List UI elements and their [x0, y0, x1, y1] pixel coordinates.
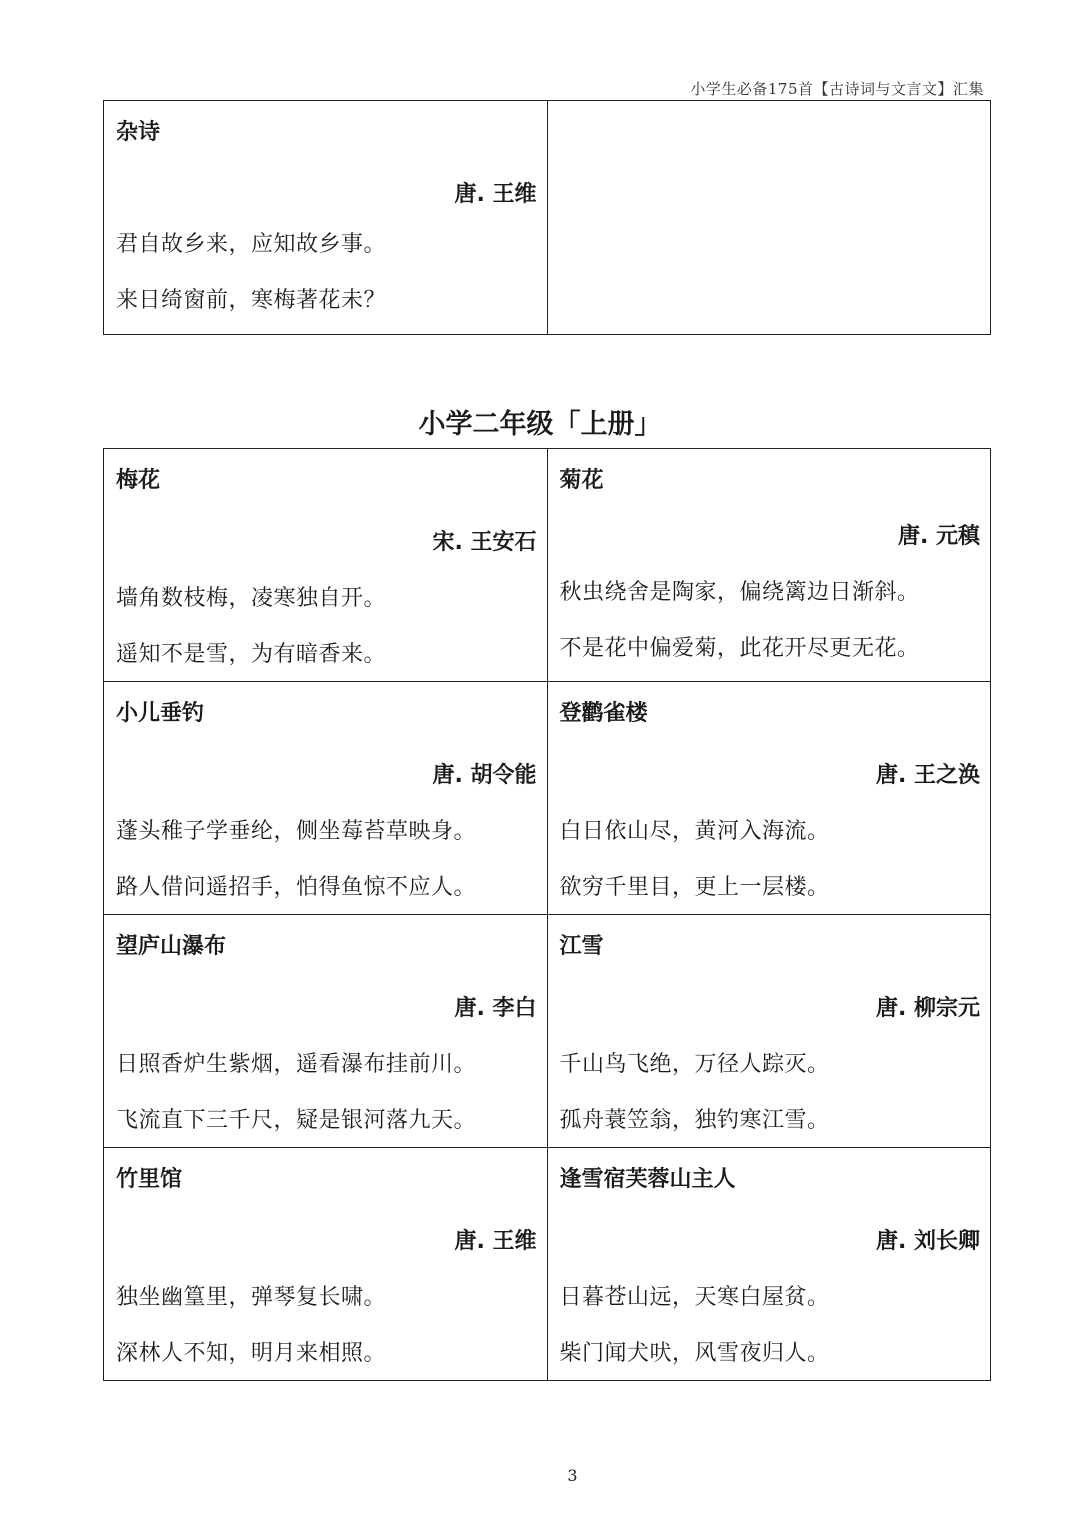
poem-table-top	[103, 100, 991, 335]
empty-cell	[547, 101, 991, 335]
poem-line: 日暮苍山远，天寒白屋贫。	[559, 1285, 830, 1310]
poem-cell	[547, 915, 991, 1148]
poem-author: 唐. 王维	[454, 1229, 537, 1254]
poem-cell	[104, 682, 548, 915]
poem-line: 飞流直下三千尺，疑是银河落九天。	[116, 1108, 477, 1133]
poem-cell	[104, 101, 548, 335]
poem-title: 望庐山瀑布	[116, 934, 227, 959]
poem-line: 遥知不是雪，为有暗香来。	[116, 642, 387, 667]
poem-title: 杂诗	[116, 120, 161, 145]
poem-title: 菊花	[559, 468, 604, 493]
poem-cell	[104, 449, 548, 682]
document-header: 小学生必备175首【古诗词与文言文】汇集	[690, 80, 984, 98]
table-row	[104, 101, 991, 335]
poem-line: 不是花中偏爱菊，此花开尽更无花。	[559, 636, 920, 661]
poem-title: 江雪	[559, 934, 604, 959]
poem-line: 来日绮窗前，寒梅著花未？	[116, 288, 387, 313]
poem-author: 唐. 元稹	[897, 524, 980, 549]
poem-author: 唐. 刘长卿	[875, 1229, 980, 1254]
poem-author: 唐. 李白	[454, 996, 537, 1021]
table-row	[104, 449, 991, 682]
poem-author: 宋. 王安石	[432, 530, 537, 555]
table-row	[104, 682, 991, 915]
poem-cell	[547, 1148, 991, 1381]
poem-author: 唐. 胡令能	[432, 763, 537, 788]
poem-title: 逢雪宿芙蓉山主人	[559, 1167, 736, 1192]
poem-cell	[547, 682, 991, 915]
poem-line: 秋虫绕舍是陶家，偏绕篱边日渐斜。	[559, 580, 920, 605]
poem-line: 墙角数枝梅，凌寒独自开。	[116, 586, 387, 611]
table-row	[104, 915, 991, 1148]
poem-line: 柴门闻犬吠，风雪夜归人。	[559, 1341, 830, 1366]
section-title: 小学二年级「上册」	[418, 409, 662, 440]
poem-line: 深林人不知，明月来相照。	[116, 1341, 387, 1366]
poem-line: 日照香炉生紫烟，遥看瀑布挂前川。	[116, 1052, 477, 1077]
poem-title: 竹里馆	[116, 1167, 183, 1192]
poem-line: 欲穷千里目，更上一层楼。	[559, 875, 830, 900]
poem-author: 唐. 柳宗元	[875, 996, 980, 1021]
poem-line: 千山鸟飞绝，万径人踪灭。	[559, 1052, 830, 1077]
poem-line: 白日依山尽，黄河入海流。	[559, 819, 830, 844]
poem-author: 唐. 王维	[454, 182, 537, 207]
poem-cell	[104, 1148, 548, 1381]
poem-line: 君自故乡来，应知故乡事。	[116, 232, 387, 257]
page-number: 3	[567, 1466, 578, 1485]
poem-title: 小儿垂钓	[116, 701, 205, 726]
poem-table-grade2	[103, 448, 991, 1381]
poem-line: 路人借问遥招手，怕得鱼惊不应人。	[116, 875, 477, 900]
poem-title: 梅花	[116, 468, 161, 493]
poem-line: 独坐幽篁里，弹琴复长啸。	[116, 1285, 387, 1310]
poem-author: 唐. 王之涣	[875, 763, 980, 788]
poem-line: 孤舟蓑笠翁，独钓寒江雪。	[559, 1108, 830, 1133]
poem-title: 登鹳雀楼	[559, 701, 648, 726]
table-row	[104, 1148, 991, 1381]
poem-cell	[104, 915, 548, 1148]
poem-line: 蓬头稚子学垂纶，侧坐莓苔草映身。	[116, 819, 477, 844]
poem-cell	[547, 449, 991, 682]
